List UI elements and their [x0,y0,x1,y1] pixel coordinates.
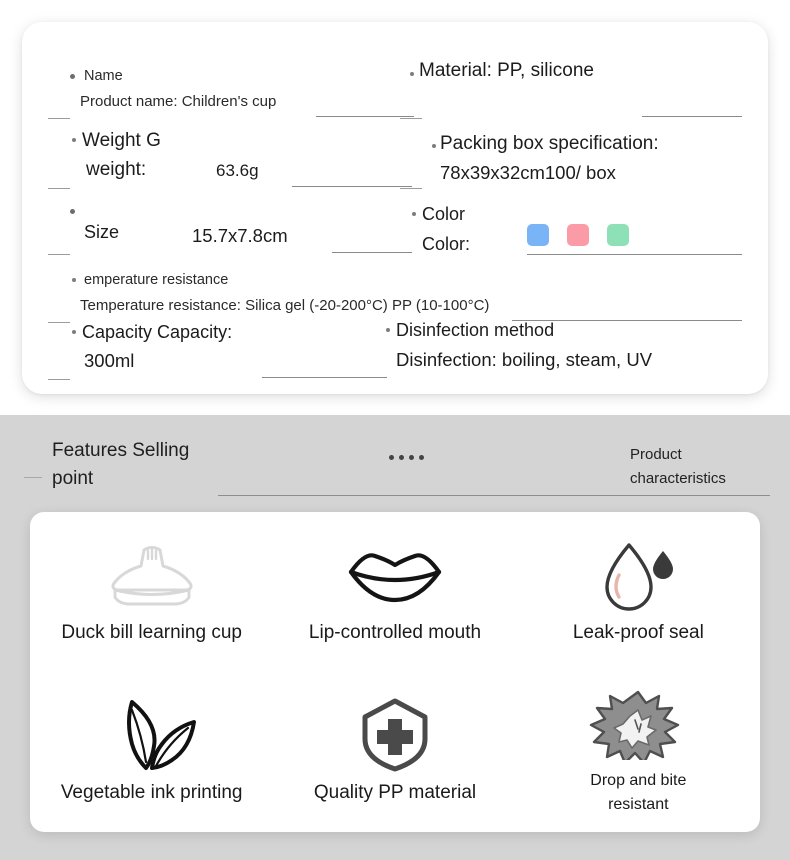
dot-3 [409,455,414,460]
spec-label-size: Size [84,222,120,242]
features-header-rule [218,495,770,496]
bullet-color [412,212,416,216]
spec-value-size: 15.7x7.8cm [192,225,288,246]
dot-2 [399,455,404,460]
feature-label-lip-controlled: Lip-controlled mouth [308,622,482,643]
features-card [30,512,760,832]
feature-item-vegetable-ink[interactable] [30,672,273,832]
spec-label-packing: Packing box specification: [440,133,659,154]
spec-value-temperature: Temperature resistance: Silica gel (-20-200°C) PP (10-100°C) [80,297,490,314]
bullet-disinfection [386,328,390,332]
rule-tick-capacity [48,379,70,380]
features-grid [30,512,760,832]
spec-label-temperature: emperature resistance [84,272,229,288]
lips-icon [347,538,443,612]
bullet-temperature [72,278,76,282]
spec-label-material: Material: PP, silicone [419,60,594,81]
feature-label-drop-bite: Drop and bite resistant [590,772,687,813]
bullet-packing [432,144,436,148]
feature-item-lip-controlled[interactable] [273,512,516,672]
dot-4 [419,455,424,460]
spec-sublabel-weight: weight: [86,159,147,180]
rule-color [527,254,742,255]
bullet-weight [72,138,76,142]
rule-name [316,116,414,117]
bullet-material [410,72,414,76]
spec-value-name: Product name: Children's cup [80,93,277,110]
bullet-size [70,209,75,214]
spec-label-capacity: Capacity Capacity: [82,322,233,342]
feature-item-duck-bill[interactable] [30,512,273,672]
feature-label-quality-pp: Quality PP material [313,782,477,803]
rule-tick-temperature [48,322,70,323]
spec-label-name: Name [84,68,123,84]
features-title: Features Selling point [52,440,190,489]
spec-label-disinfection: Disinfection method [396,320,555,340]
product-specification-card [22,22,768,394]
spec-value-weight: 63.6g [216,161,259,180]
impact-burst-icon [586,687,690,761]
specification-grid [22,22,768,394]
shield-plus-icon [359,698,431,772]
feature-item-quality-pp[interactable] [273,672,516,832]
sippy-cup-spout-icon [100,538,204,612]
spec-label-weight: Weight G [82,130,161,151]
spec-label-color: Color [422,204,466,224]
feature-item-leak-proof[interactable] [517,512,760,672]
rule-material [642,116,742,117]
dot-1 [389,455,394,460]
rule-capacity [262,377,387,378]
rule-size [332,252,412,253]
header-dots-decoration [389,455,424,460]
features-title-tick [24,477,42,478]
color-swatch-blue[interactable] [527,224,549,246]
color-swatch-group [527,224,629,246]
feature-label-leak-proof: Leak-proof seal [572,622,704,643]
color-swatch-mint[interactable] [607,224,629,246]
feature-label-duck-bill: Duck bill learning cup [61,622,242,643]
rule-tick-size [48,254,70,255]
feature-item-drop-bite[interactable] [517,672,760,832]
spec-sublabel-color: Color: [422,234,471,254]
rule-weight [292,186,412,187]
water-droplet-icon [599,538,677,612]
bullet-name [70,74,75,79]
rule-tick-packing [400,188,422,189]
spec-value-packing: 78x39x32cm100/ box [440,162,616,183]
features-subtitle: Product characteristics [630,446,726,487]
rule-tick-name [48,118,70,119]
features-header [0,415,790,512]
features-section [0,415,790,860]
color-swatch-pink[interactable] [567,224,589,246]
spec-value-capacity: 300ml [84,350,135,371]
leaves-icon [102,698,202,772]
spec-value-disinfection: Disinfection: boiling, steam, UV [396,349,653,370]
rule-tick-material [400,118,422,119]
feature-label-vegetable-ink: Vegetable ink printing [60,782,243,803]
bullet-capacity [72,330,76,334]
rule-tick-weight [48,188,70,189]
